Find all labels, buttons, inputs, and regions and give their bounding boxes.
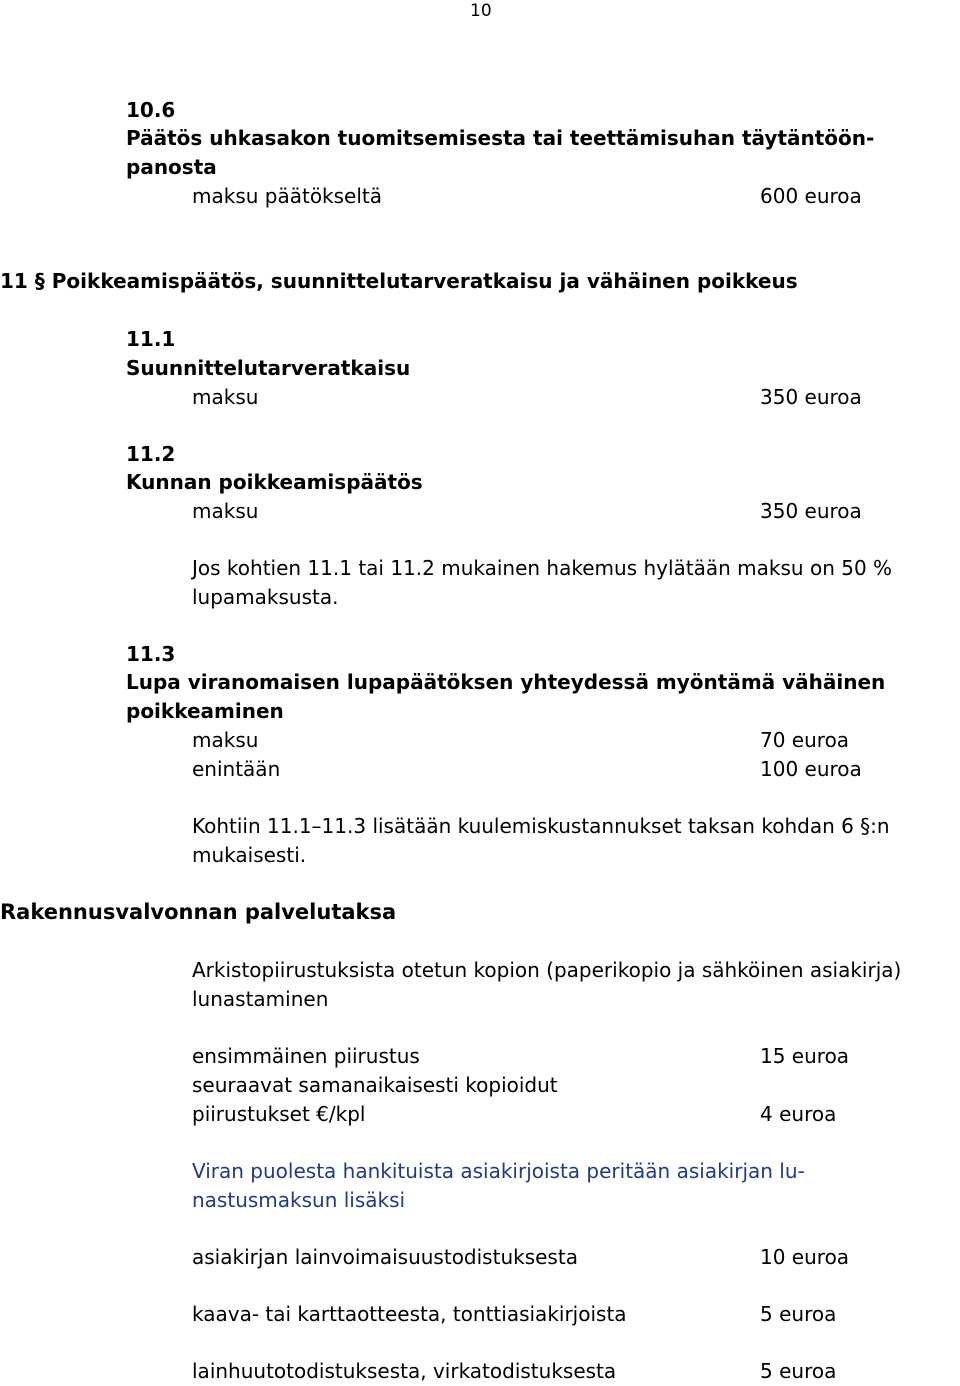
item-11-2-note: Jos kohtien 11.1 tai 11.2 mukainen hakemus hylätään maksu on 50 % [192,556,893,580]
item-11-3-number: 11.3 [126,642,176,666]
fee-row-amount: 10 euroa [760,1245,850,1269]
page-number: 10 [470,1,492,21]
fee-row-label: kaava- tai karttaotteesta, tonttiasiakirjoista [192,1302,627,1326]
section-10-6-fee-amount: 600 euroa [760,184,862,208]
item-11-2-title: Kunnan poikkeamispäätös [126,470,423,494]
next-drawings-label-cont: piirustukset €/kpl [192,1102,366,1126]
first-drawing-amount: 15 euroa [760,1044,850,1068]
item-11-1-number: 11.1 [126,327,176,351]
fee-row-amount: 5 euroa [760,1302,837,1326]
first-drawing-label: ensimmäinen piirustus [192,1044,420,1068]
extra-fee-intro-cont: nastusmaksun lisäksi [192,1188,406,1212]
next-drawings-amount: 4 euroa [760,1102,837,1126]
item-11-3-fee-label: maksu [192,728,259,752]
item-11-3-note-cont: mukaisesti. [192,843,307,867]
service-title: Rakennusvalvonnan palvelutaksa [0,900,397,924]
item-11-3-note: Kohtiin 11.1–11.3 lisätään kuulemiskustannukset taksan kohdan 6 §:n [192,814,890,838]
section-10-6-title: Päätös uhkasakon tuomitsemisesta tai teettämisuhan täytäntöön- [126,126,875,150]
item-11-3-fee-amount: 70 euroa [760,728,850,752]
item-11-2-fee-label: maksu [192,499,259,523]
item-11-3-max-amount: 100 euroa [760,757,862,781]
extra-fee-intro: Viran puolesta hankituista asiakirjoista peritään asiakirjan lu- [192,1159,805,1183]
service-intro: Arkistopiirustuksista otetun kopion (paperikopio ja sähköinen asiakirja) [192,958,902,982]
item-11-2-fee-amount: 350 euroa [760,499,862,523]
section-10-6-fee-label: maksu päätökseltä [192,184,383,208]
fee-row-label: lainhuutotodistuksesta, virkatodistuksesta [192,1359,617,1383]
item-11-2-number: 11.2 [126,442,176,466]
section-10-6-title-cont: panosta [126,155,217,179]
section-10-6-number: 10.6 [126,98,176,122]
item-11-3-max-label: enintään [192,757,281,781]
item-11-3-title-cont: poikkeaminen [126,699,284,723]
next-drawings-label: seuraavat samanaikaisesti kopioidut [192,1073,558,1097]
section-11-heading: 11 § Poikkeamispäätös, suunnittelutarveratkaisu ja vähäinen poikkeus [0,269,798,293]
fee-row-label: asiakirjan lainvoimaisuustodistuksesta [192,1245,578,1269]
item-11-2-note-cont: lupamaksusta. [192,585,339,609]
item-11-3-title: Lupa viranomaisen lupapäätöksen yhteydessä myöntämä vähäinen [126,670,886,694]
item-11-1-title: Suunnittelutarveratkaisu [126,356,411,380]
service-intro-cont: lunastaminen [192,987,329,1011]
item-11-1-fee-label: maksu [192,385,259,409]
fee-row-amount: 5 euroa [760,1359,837,1383]
item-11-1-fee-amount: 350 euroa [760,385,862,409]
